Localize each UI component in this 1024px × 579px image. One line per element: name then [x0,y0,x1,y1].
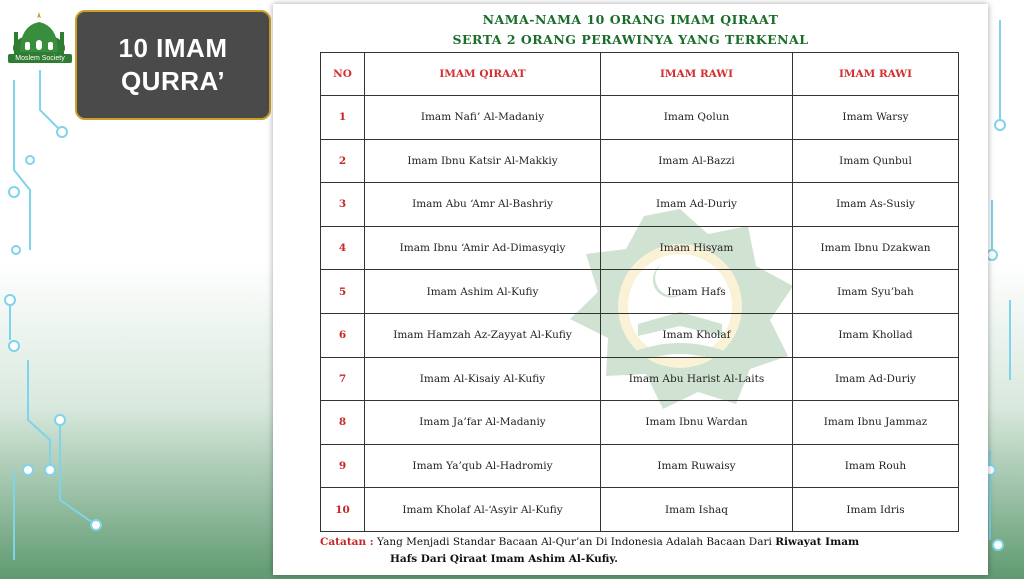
imam-rawi-1-cell: Imam Ishaq [601,488,793,532]
slide-title-box [75,10,271,120]
imam-rawi-1-cell: Imam Ibnu Wardan [601,401,793,445]
imam-qiraat-cell: Imam Abu ‘Amr Al-Bashriy [365,183,601,227]
table-row [321,488,959,532]
document-heading-line2: SERTA 2 ORANG PERAWINYA YANG TERKENAL [452,32,809,47]
row-number: 3 [321,183,365,227]
row-number: 10 [321,488,365,532]
imam-rawi-2-cell: Imam Khollad [793,313,959,357]
footnote-bold-1: Riwayat Imam [775,536,860,548]
imam-rawi-1-cell: Imam Ruwaisy [601,444,793,488]
imam-rawi-2-cell: Imam Warsy [793,96,959,140]
imam-rawi-2-cell: Imam Ibnu Jammaz [793,401,959,445]
document-page [273,4,988,575]
table-row [321,270,959,314]
row-number: 1 [321,96,365,140]
imam-qiraat-cell: Imam Ibnu ‘Amir Ad-Dimasyqiy [365,226,601,270]
column-header-imam-rawi-1: IMAM RAWI [601,53,793,96]
table-row [321,313,959,357]
table-row [321,96,959,140]
slide-title-line1: 10 IMAM [118,33,228,63]
imam-qiraat-cell: Imam Kholaf Al-‘Asyir Al-Kufiy [365,488,601,532]
table-row [321,183,959,227]
table-row [321,444,959,488]
column-header-imam-rawi-2: IMAM RAWI [793,53,959,96]
imam-rawi-1-cell: Imam Hafs [601,270,793,314]
imam-table [320,52,959,532]
row-number: 9 [321,444,365,488]
column-header-no: NO [321,53,365,96]
imam-rawi-2-cell: Imam Rouh [793,444,959,488]
row-number: 2 [321,139,365,183]
imam-rawi-1-cell: Imam Ad-Duriy [601,183,793,227]
document-heading-line1: NAMA-NAMA 10 ORANG IMAM QIRAAT [482,12,779,27]
imam-qiraat-cell: Imam Ya’qub Al-Hadromiy [365,444,601,488]
table-row [321,401,959,445]
imam-rawi-1-cell: Imam Al-Bazzi [601,139,793,183]
footnote-text: Yang Menjadi Standar Bacaan Al-Qur’an Di Indonesia Adalah Bacaan Dari [373,536,776,548]
imam-qiraat-cell: Imam Ja’far Al-Madaniy [365,401,601,445]
imam-rawi-2-cell: Imam Ibnu Dzakwan [793,226,959,270]
imam-qiraat-cell: Imam Ibnu Katsir Al-Makkiy [365,139,601,183]
footnote [320,534,960,568]
slide-title-line2: QURRA’ [120,66,226,96]
footnote-bold-2: Hafs Dari Qiraat Imam Ashim Al-Kufiy [390,553,615,565]
table-row [321,226,959,270]
imam-qiraat-cell: Imam Hamzah Az-Zayyat Al-Kufiy [365,313,601,357]
imam-rawi-2-cell: Imam Qunbul [793,139,959,183]
logo-brand-text: Moslem Society [8,54,72,63]
imam-rawi-1-cell: Imam Qolun [601,96,793,140]
row-number: 6 [321,313,365,357]
row-number: 5 [321,270,365,314]
footnote-end: . [614,553,618,565]
imam-rawi-2-cell: Imam Syu’bah [793,270,959,314]
table-header-row [321,53,959,96]
imam-qiraat-cell: Imam Nafi’ Al-Madaniy [365,96,601,140]
imam-rawi-1-cell: Imam Hisyam [601,226,793,270]
column-header-imam-qiraat: IMAM QIRAAT [365,53,601,96]
row-number: 4 [321,226,365,270]
imam-qiraat-cell: Imam Al-Kisaiy Al-Kufiy [365,357,601,401]
row-number: 8 [321,401,365,445]
table-row [321,139,959,183]
imam-rawi-2-cell: Imam Ad-Duriy [793,357,959,401]
imam-rawi-2-cell: Imam Idris [793,488,959,532]
imam-qiraat-cell: Imam Ashim Al-Kufiy [365,270,601,314]
table-row [321,357,959,401]
row-number: 7 [321,357,365,401]
footnote-label: Catatan : [320,536,374,548]
imam-rawi-1-cell: Imam Kholaf [601,313,793,357]
imam-rawi-1-cell: Imam Abu Harist Al-Laits [601,357,793,401]
imam-rawi-2-cell: Imam As-Susiy [793,183,959,227]
